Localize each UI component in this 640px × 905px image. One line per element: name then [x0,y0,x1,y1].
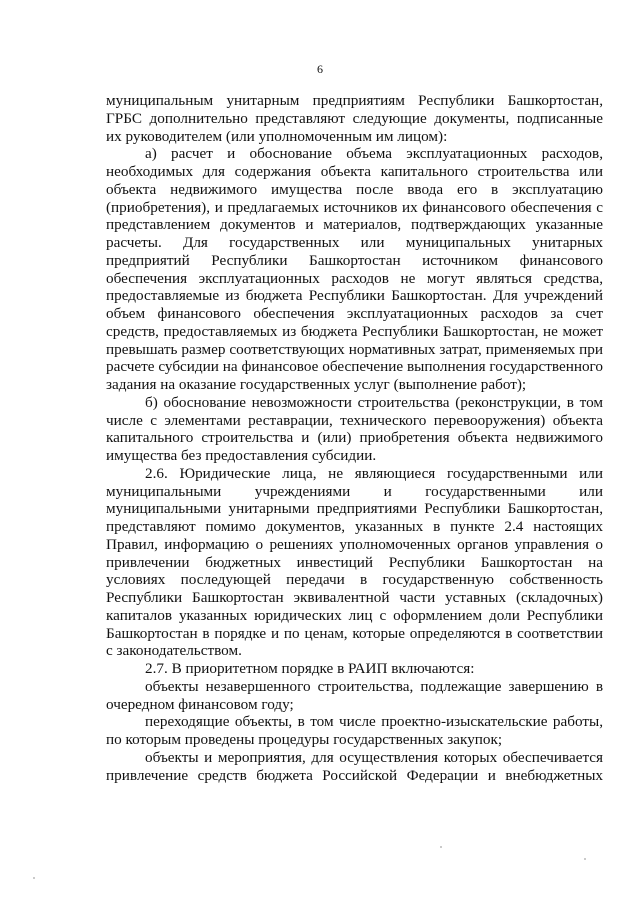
paragraph-federal-funding: объекты и мероприятия, для осуществления которых обеспечивается привлечение средств бюджета Российской Федерации и внебюджетных [106,748,603,784]
paragraph-section-2-6: 2.6. Юридические лица, не являющиеся государственными или муниципальными учреждениями и государственными или муниципальными унитарными предприятиями Республики Башкортостан, представляют помимо документов, указанных в пункте 2.4 настоящих Правил, информацию о решениях уполномоченных органов управления о привлечении бюджетных инвестиций Республики Башкортостан на условиях последующей передачи в государственную собственность Республики Башкортостан эквивалентной части уставных (складочных) капиталов указанных юридических лиц с оформлением доли Республики Башкортостан в порядке и по ценам, которые определяются в соответствии с законодательством. [106,464,603,660]
scan-speck [33,877,35,879]
paragraph-transitional-objects: переходящие объекты, в том числе проектно-изыскательские работы, по которым проведены процедуры государственных закупок; [106,713,603,748]
paragraph-unfinished-objects: объекты незавершенного строительства, подлежащие завершению в очередном финансовом году; [106,677,603,713]
scan-speck [440,846,442,848]
paragraph-item-a: а) расчет и обоснование объема эксплуатационных расходов, необходимых для содержания объекта капитального строительства или объекта недвижимого имущества после ввода его в эксплуатацию (приобретения), и предлагаемых источников их финансового обеспечения с представлением документов и материалов, подтверждающих указанные расчеты. Для государственных или муниципальных унитарных предприятий Республики Башкортостан источником финансового обеспечения эксплуатационных расходов не могут являться средства, предоставляемые из бюджета Республики Башкортостан. Для учреждений объем финансового обеспечения эксплуатационных расходов за счет средств, предоставляемых из бюджета Республики Башкортостан, не может превышать размер соответствующих нормативных затрат, применяемых при расчете субсидии на финансовое обеспечение выполнения государственного задания на оказание государственных услуг (выполнение работ); [106,145,603,393]
document-body [106,92,603,784]
paragraph-item-b: б) обоснование невозможности строительства (реконструкции, в том числе с элементами реставрации, технического перевооружения) объекта капитального строительства и (или) приобретения объекта недвижимого имущества без предоставления субсидии. [106,393,603,464]
paragraph-continuation: муниципальным унитарным предприятиям Республики Башкортостан, ГРБС дополнительно представляют следующие документы, подписанные их руководителем (или уполномоченным им лицом): [106,92,603,145]
paragraph-section-2-7: 2.7. В приоритетном порядке в РАИП включаются: [145,660,475,677]
page-number: 6 [317,62,323,76]
scan-speck [584,858,586,860]
